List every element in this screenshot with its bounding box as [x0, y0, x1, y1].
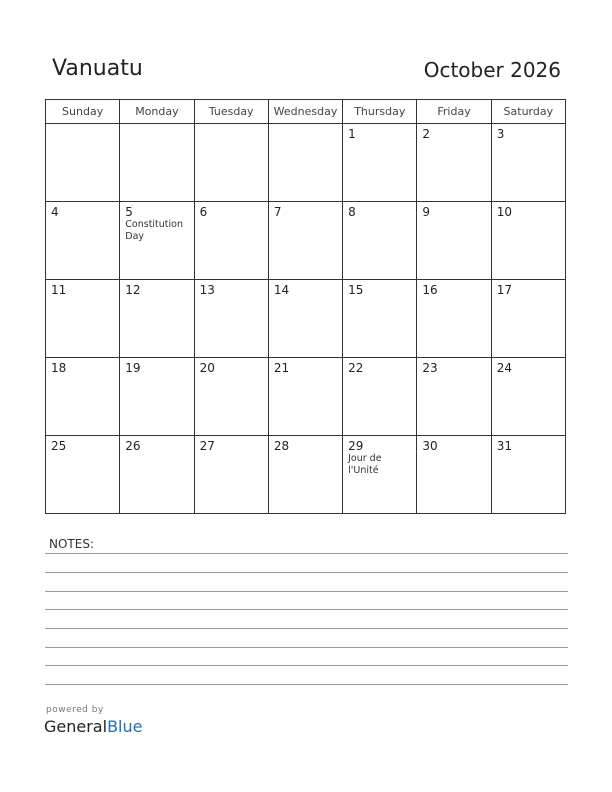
day-number: 12: [125, 283, 141, 297]
day-cell: [343, 280, 417, 358]
day-cell: [194, 358, 268, 436]
week-row: [46, 436, 566, 514]
day-number: 10: [496, 205, 512, 219]
day-number: 3: [496, 127, 505, 141]
day-number: 11: [51, 283, 67, 297]
day-number: 16: [422, 283, 438, 297]
day-cell: [194, 124, 268, 202]
day-number: 4: [51, 205, 59, 219]
day-cell: [120, 358, 194, 436]
day-cell: [120, 280, 194, 358]
day-cell: [491, 436, 565, 514]
day-number: 15: [348, 283, 364, 297]
day-number: 5: [125, 205, 133, 219]
notes-label: NOTES:: [49, 537, 94, 551]
note-line: [45, 553, 568, 554]
day-cell: [491, 280, 565, 358]
day-cell: [120, 202, 194, 280]
country-title: Vanuatu: [52, 56, 143, 81]
day-number: 1: [348, 127, 356, 141]
day-number: 21: [273, 361, 290, 375]
day-number: 29: [348, 439, 364, 453]
day-cell: [491, 124, 565, 202]
day-number: 25: [51, 439, 67, 453]
weekday-header-row: [46, 100, 566, 124]
brand-general: General: [44, 717, 108, 736]
week-row: [46, 202, 566, 280]
day-cell: [120, 436, 194, 514]
weekday-monday: Monday: [120, 100, 194, 124]
day-cell: [194, 280, 268, 358]
day-cell: [268, 280, 342, 358]
day-cell: [417, 358, 491, 436]
day-cell: [194, 202, 268, 280]
day-number: 8: [348, 205, 356, 219]
note-line: [45, 572, 568, 573]
note-line: [45, 647, 568, 648]
day-number: 18: [51, 361, 67, 375]
day-cell: [46, 280, 120, 358]
month-year-title: October 2026: [423, 58, 561, 82]
day-number: 31: [496, 439, 512, 453]
day-cell: [417, 202, 491, 280]
generalblue-logo[interactable]: [44, 717, 142, 736]
day-cell: [120, 124, 194, 202]
holiday-label: Jour de l'Unité: [348, 453, 382, 476]
day-number: 27: [199, 439, 215, 453]
day-number: 26: [125, 439, 141, 453]
note-line: [45, 665, 568, 666]
brand-blue: Blue: [107, 717, 143, 736]
day-cell: [417, 280, 491, 358]
day-number: 2: [422, 127, 431, 141]
day-cell: [417, 436, 491, 514]
day-cell: [46, 202, 120, 280]
day-number: 6: [199, 205, 208, 219]
day-cell: [268, 202, 342, 280]
day-number: 17: [496, 283, 512, 297]
day-number: 19: [125, 361, 141, 375]
day-cell: [343, 202, 417, 280]
weekday-thursday: Thursday: [343, 100, 417, 124]
weekday-tuesday: Tuesday: [194, 100, 268, 124]
day-number: 14: [273, 283, 290, 297]
day-number: 23: [422, 361, 438, 375]
powered-by-text: powered by: [46, 705, 104, 715]
week-row: [46, 124, 566, 202]
day-number: 28: [273, 439, 290, 453]
day-cell: [491, 202, 565, 280]
holiday-label: Constitution Day: [125, 219, 184, 242]
day-cell: [46, 358, 120, 436]
day-cell: [343, 124, 417, 202]
day-number: 20: [199, 361, 215, 375]
day-cell: [46, 436, 120, 514]
week-row: [46, 280, 566, 358]
day-cell: [343, 436, 417, 514]
week-row: [46, 358, 566, 436]
day-cell: [268, 436, 342, 514]
day-cell: [343, 358, 417, 436]
calendar-grid: [45, 99, 566, 514]
day-cell: [268, 124, 342, 202]
day-cell: [417, 124, 491, 202]
weekday-friday: Friday: [417, 100, 491, 124]
note-line: [45, 628, 568, 629]
weekday-wednesday: Wednesday: [268, 100, 342, 124]
day-cell: [194, 436, 268, 514]
day-cell: [268, 358, 342, 436]
day-number: 9: [422, 205, 431, 219]
note-line: [45, 684, 568, 685]
day-cell: [46, 124, 120, 202]
day-number: 30: [422, 439, 438, 453]
weekday-saturday: Saturday: [491, 100, 565, 124]
day-number: 24: [496, 361, 512, 375]
weekday-sunday: Sunday: [46, 100, 120, 124]
day-cell: [491, 358, 565, 436]
day-number: 13: [199, 283, 215, 297]
day-number: 22: [348, 361, 364, 375]
note-line: [45, 609, 568, 610]
day-number: 7: [273, 205, 282, 219]
note-line: [45, 591, 568, 592]
